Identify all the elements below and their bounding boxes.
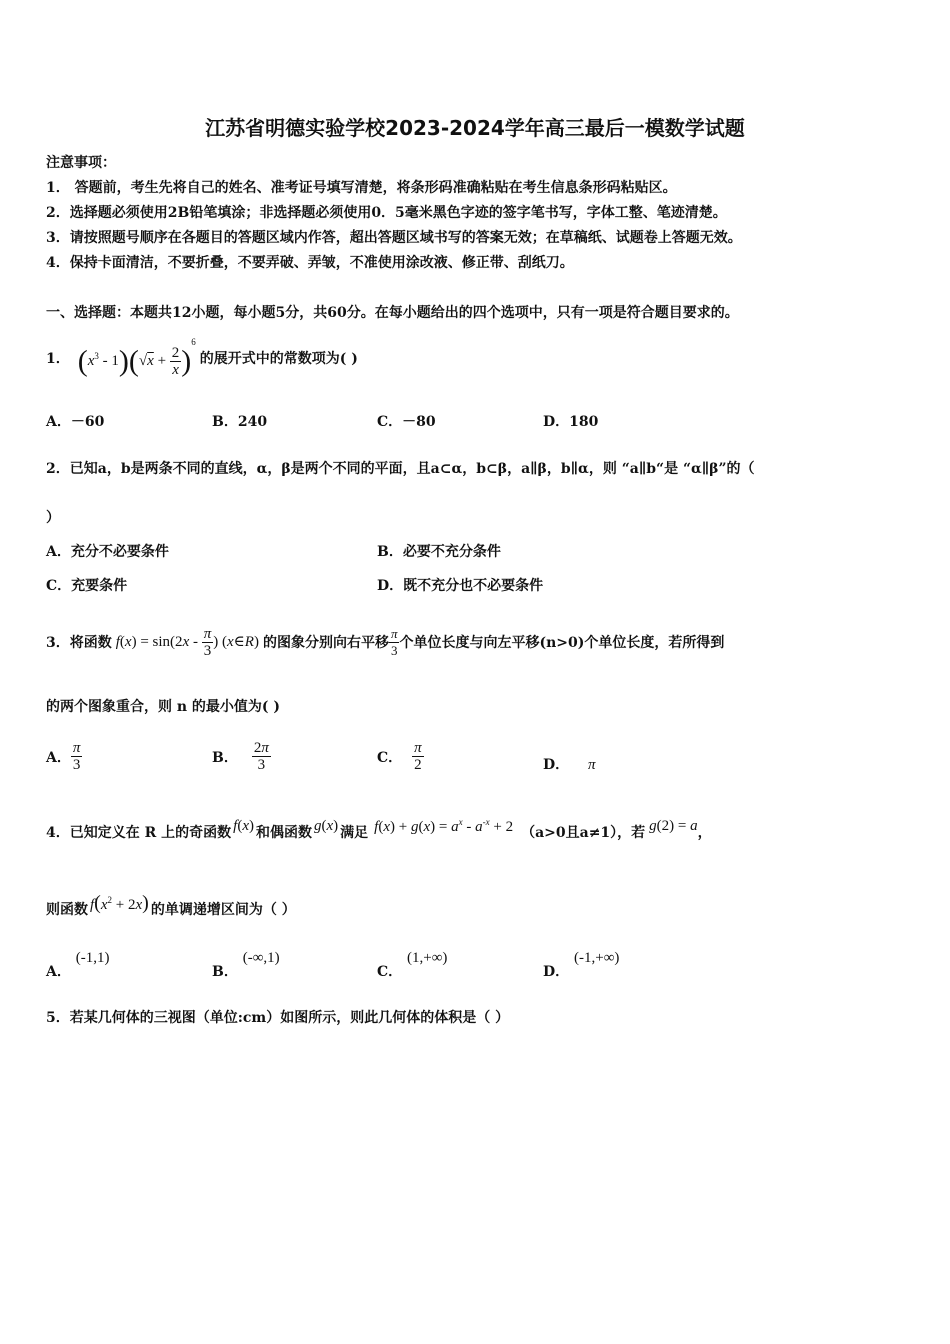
question-1-formula: $(x^3 - 1)(√x$ + $\frac{2}{x}$ )$^6$ <box>77 337 196 379</box>
notice-heading: 注意事项： <box>46 155 116 171</box>
q3-option-c <box>377 740 424 773</box>
q4-option-c-value: (1,+∞) <box>407 950 448 966</box>
q4-option-b-value: (-∞,1) <box>242 950 280 966</box>
question-2-number: 2． <box>46 461 70 477</box>
question-3-shift: $\frac{\pi}{3}$ <box>390 625 398 658</box>
notice-item-1: 1． 答题前，考生先将自己的姓名、准考证号填写清楚，将条形码准确粘贴在考生信息条形码粘贴区。 <box>46 180 677 196</box>
question-4-line2-pre: 则函数 <box>46 902 88 918</box>
q4-option-c <box>377 947 448 980</box>
question-3-mid1: 的图象分别向右平移 <box>262 635 389 651</box>
page-title: 江苏省明德实验学校2023-2024学年高三最后一模数学试题 <box>205 116 745 140</box>
q4-option-d-value: (-1,+∞) <box>574 950 620 966</box>
question-3-line2: 的两个图象重合，则 n 的最小值为( ) <box>46 699 281 715</box>
question-4-number: 4． <box>46 825 70 841</box>
question-1-text: 的展开式中的常数项为( ) <box>199 351 358 367</box>
q3-option-a-value: $\frac{\pi}{3}$ <box>72 740 81 773</box>
q3-option-b-label: B． <box>212 749 238 766</box>
q2-option-d: D．既不充分也不必要条件 <box>377 578 544 594</box>
q3-option-d-label: D． <box>543 757 570 773</box>
question-1 <box>46 336 358 380</box>
question-3 <box>46 618 724 666</box>
question-2 <box>46 458 755 478</box>
question-4-mid3: （a>0且a≠1），若 <box>521 825 646 841</box>
question-4-mid2: 满足 <box>340 825 369 841</box>
q1-option-b: B．240 <box>212 414 268 430</box>
q3-option-c-label: C． <box>377 749 403 766</box>
notice-item-4: 4．保持卡面清洁，不要折叠，不要弄破、弄皱，不准使用涂改液、修正带、刮纸刀。 <box>46 255 574 271</box>
q2-option-b: B．必要不充分条件 <box>377 544 501 560</box>
q1-option-a: A．－60 <box>46 414 105 430</box>
question-3-mid2: 个单位长度与向左平移 <box>399 635 540 651</box>
question-4-mid1: 和偶函数 <box>255 825 312 841</box>
q4-option-d-label: D． <box>543 964 570 980</box>
q3-option-a <box>46 740 82 773</box>
q1-option-d: D．180 <box>543 414 599 430</box>
notice-item-3: 3．请按照题号顺序在各题目的答题区域内作答，超出答题区域书写的答案无效；在草稿纸、试题卷上答题无效。 <box>46 230 742 246</box>
q3-option-b-value: $\frac{2\pi}{3}$ <box>253 740 269 773</box>
q4-option-b-label: B． <box>212 964 238 980</box>
question-3-pre: 将函数 <box>69 635 112 651</box>
q3-option-b <box>212 740 271 773</box>
question-4-line2 <box>46 892 296 926</box>
q4-option-a <box>46 947 110 980</box>
q4-option-b <box>212 947 280 980</box>
question-3-function: f(x) = sin(2x - $\frac{\pi}{3}$ ) (x∈R) <box>115 625 259 659</box>
q4-option-a-label: A． <box>46 964 71 980</box>
section-heading: 一、选择题：本题共12小题，每小题5分，共60分。在每小题给出的四个选项中，只有一项是符合题目要求的。 <box>46 305 739 321</box>
question-4-gx: g(x) <box>313 817 339 834</box>
q1-option-c: C．－80 <box>377 414 436 430</box>
question-1-number: 1． <box>46 351 70 367</box>
question-4-equation: $f(x) + g(x) = a^x - a^{-x} + 2$ <box>374 816 514 835</box>
question-4-pre: 已知定义在 R 上的奇函数 <box>69 825 232 841</box>
q2-option-c: C．充要条件 <box>46 578 128 594</box>
q3-option-c-value: $\frac{\pi}{2}$ <box>414 740 422 773</box>
q4-option-a-value: (-1,1) <box>75 950 110 966</box>
question-3-mid3: (n>0)个单位长度，若所得到 <box>539 635 725 651</box>
q3-option-a-label: A． <box>46 749 71 766</box>
question-4-condition: g(2) = a <box>649 817 698 834</box>
q2-option-a: A．充分不必要条件 <box>46 544 169 560</box>
q3-option-d-value: π <box>588 757 596 773</box>
question-5: 5．若某几何体的三视图（单位:cm）如图所示，则此几何体的体积是（ ） <box>46 1010 510 1026</box>
q4-option-c-label: C． <box>377 964 403 980</box>
q3-option-d <box>543 754 596 774</box>
question-2-text: 已知a，b是两条不同的直线，α，β是两个不同的平面，且a⊂α，b⊂β，a∥β，b∥α，则 “a∥b“是 “α∥β”的（ <box>69 461 755 477</box>
question-4-line2-post: 的单调递增区间为（ ） <box>150 902 296 918</box>
question-4-fx: f(x) <box>233 817 254 834</box>
question-3-number: 3． <box>46 635 70 651</box>
q4-option-d <box>543 947 620 980</box>
question-4: 4． 已知定义在 R 上的奇函数 f(x) 和偶函数 g(x) 满足 $f(x) + g(x) = a^x - a^{-x} + 2$ （a>0且a≠1），若 g(2) = a ， <box>46 816 712 841</box>
question-2-tail: ） <box>46 510 60 526</box>
notice-item-2: 2．选择题必须使用2B铅笔填涂；非选择题必须使用0．5毫米黑色字迹的签字笔书写，字体工整、笔迹清楚。 <box>46 205 727 221</box>
question-4-composite: $f(x^2 + 2x)$ <box>90 891 149 914</box>
